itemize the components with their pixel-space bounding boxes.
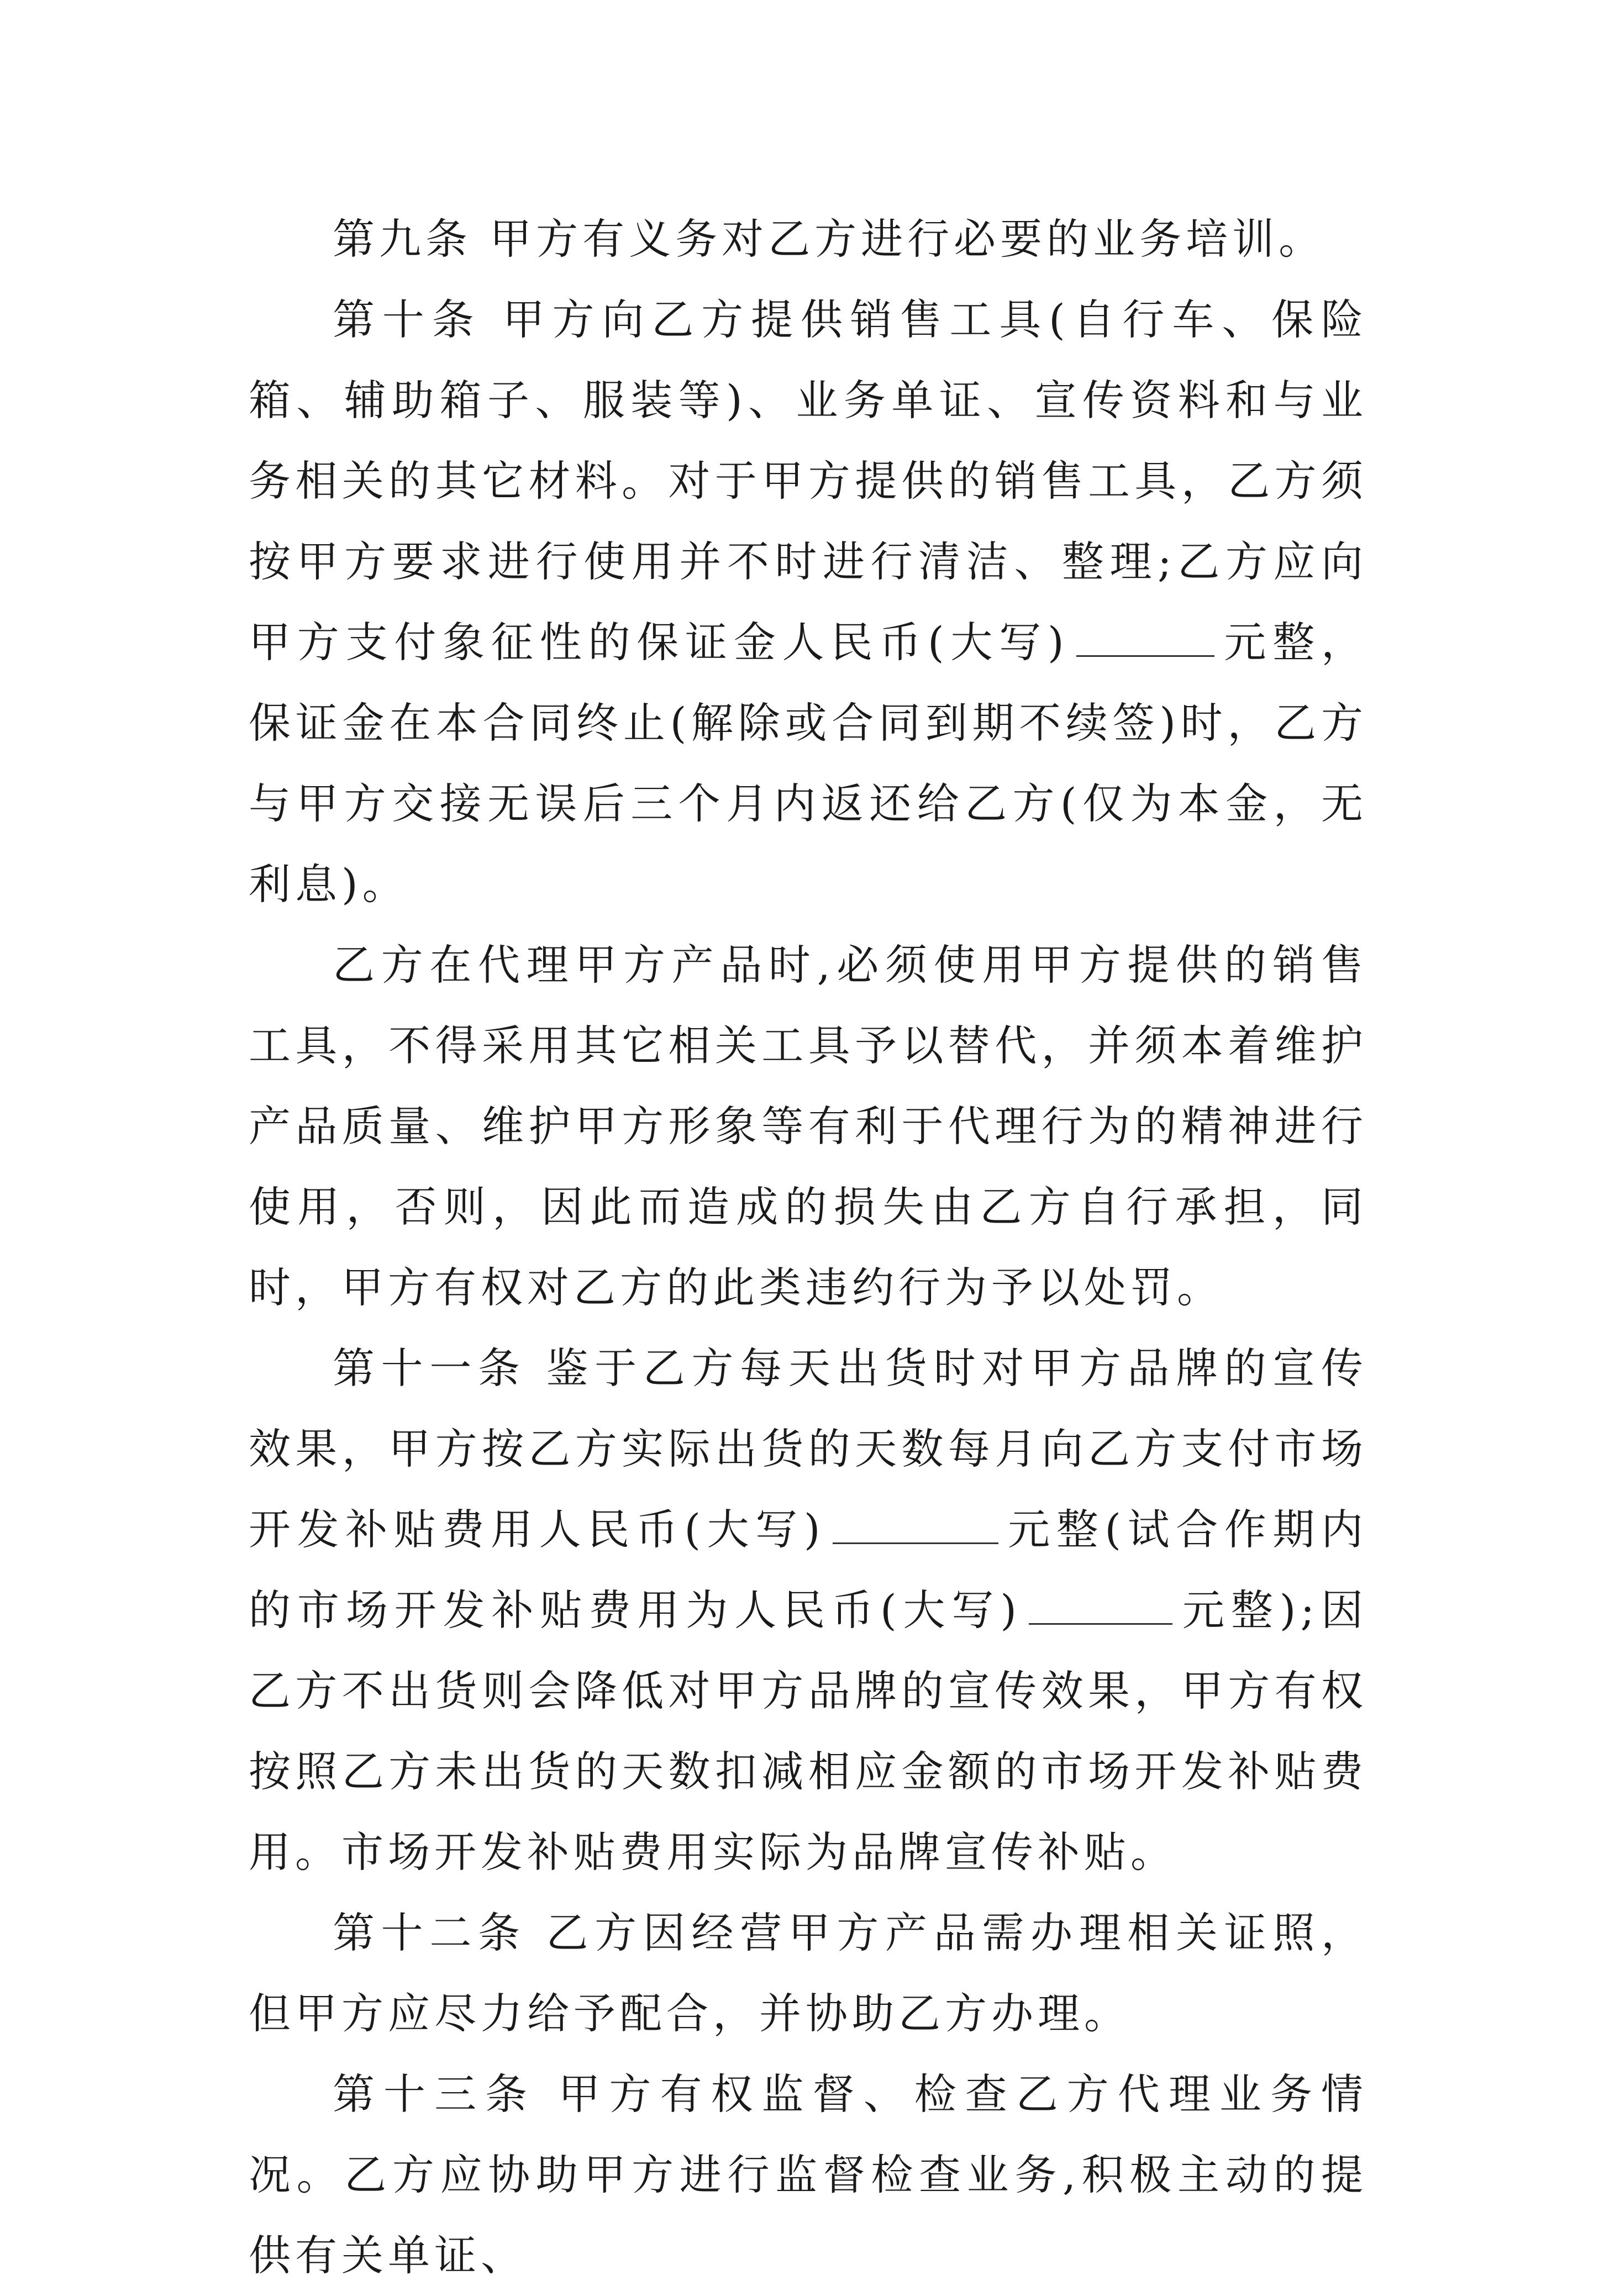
article-12-paragraph: 第十二条 乙方因经营甲方产品需办理相关证照，但甲方应尽力给予配合，并协助乙方办理。 [249,1908,1367,2038]
article-10-text-a: 第十条 甲方向乙方提供销售工具(自行车、保险箱、辅助箱子、服装等)、业务单证、宣传资料和与业务相关的其它材料。对于甲方提供的销售工具，乙方须按甲方要求进行使用并不时进行清洁、整理;乙方应向甲方支付象征性的保证金人民币(大写) [249,295,1367,667]
article-11-paragraph [249,1328,1367,1893]
deposit-amount-blank [1076,617,1214,657]
article-9-paragraph: 第九条 甲方有义务对乙方进行必要的业务培训。 [333,214,1326,264]
trial-subsidy-amount-blank [1029,1584,1172,1625]
article-11-text-a: 第十一条 鉴于乙方每天出货时对甲方品牌的宣传效果，甲方按乙方实际出货的天数每月向乙方支付市场开发补贴费用人民币(大写) [249,1344,1367,1554]
article-13-paragraph: 第十三条 甲方有权监督、检查乙方代理业务情况。乙方应协助甲方进行监督检查业务,积极主动的提供有关单证、 [249,2069,1367,2280]
sales-tools-paragraph: 乙方在代理甲方产品时,必须使用甲方提供的销售工具，不得采用其它相关工具予以替代，并须本着维护产品质量、维护甲方形象等有利于代理行为的精神进行使用，否则，因此而造成的损失由乙方自行承担，同时，甲方有权对乙方的此类违约行为予以处罚。 [249,940,1367,1312]
article-11-text-b: 元整(试合作期内的市场开发补贴费用为人民币(大写) [249,1505,1367,1635]
article-11-text-c: 元整);因乙方不出货则会降低对甲方品牌的宣传效果，甲方有权按照乙方未出货的天数扣减相应金额的市场开发补贴费用。市场开发补贴费用实际为品牌宣传补贴。 [249,1586,1367,1877]
article-10-text-b: 元整，保证金在本合同终止(解除或合同到期不续签)时，乙方与甲方交接无误后三个月内返还给乙方(仅为本金，无利息)。 [249,618,1367,909]
article-10-paragraph [249,280,1367,925]
subsidy-amount-blank [833,1504,998,1544]
document-body [249,199,1367,2296]
